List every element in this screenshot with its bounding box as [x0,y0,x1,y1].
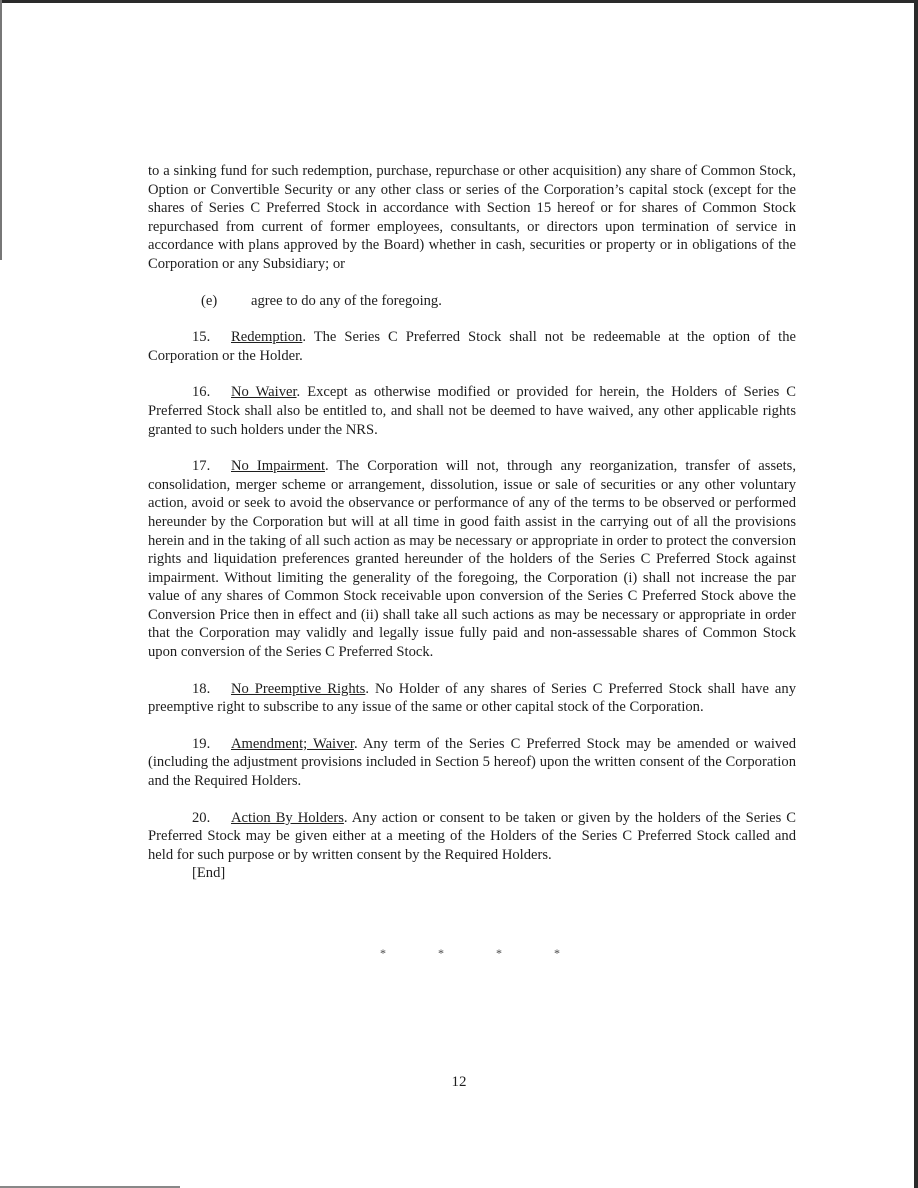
page-number: 12 [451,1074,467,1090]
section-18 [148,680,796,717]
sub-item-text: agree to do any of the foregoing. [251,292,442,309]
scan-edge-left [0,0,2,260]
scan-edge-top [0,0,918,3]
separator-star: * [438,946,444,960]
section-17 [148,457,796,662]
sub-item-marker: (e) [201,292,218,309]
section-number: 15. [192,329,211,346]
section-heading: No Waiver [231,384,297,401]
sub-item-e [148,292,796,311]
section-body: . Except as otherwise modified or provided for herein, the Holders of Series C Preferred Stock shall also be entitled to, and shall not be deemed to have waived, any other applicable rights granted to such holders under the NRS. [148,384,797,438]
section-heading: No Preemptive Rights [231,680,366,697]
document-body [148,162,796,883]
section-body: . The Series C Preferred Stock shall not be redeemable at the option of the Corporation or the Holder. [148,329,796,364]
section-separator [380,946,560,961]
section-body: . No Holder of any shares of Series C Preferred Stock shall have any preemptive right to subscribe to any issue of the same or other capital stock of the Corporation. [148,680,797,716]
section-20 [148,809,796,883]
section-body: . The Corporation will not, through any reorganization, transfer of assets, consolidation, merger scheme or arrangement, dissolution, issue or sale of securities or any other voluntary action, avoid or seek to avoid the observance or performance of any of the terms to be observed or performed hereunder by the Corporation but will at all time in good faith assist in the carrying out of all the provisions herein and in the taking of all such action as may be necessary or appropriate in order to protect the conversion rights and liquidation preferences granted hereunder of the holders of the Series C Preferred Stock against impairment. Without limiting the generality of the foregoing, the Corporation (i) shall not increase the par value of any shares of Common Stock receivable upon conversion of the Series C Preferred Stock above the Conversion Price then in effect and (ii) shall take all such actions as may be necessary or appropriate in order that the Corporation may validly and legally issue fully paid and non-assessable shares of Common Stock upon conversion of the Series C Preferred Stock. [148,458,796,661]
opening-paragraph: to a sinking fund for such redemption, purchase, repurchase or other acquisition) any share of Common Stock, Option or Convertible Security or any other class or series of the Corporation’s capital stock (except for the shares of Series C Preferred Stock in accordance with Section 15 hereof or for shares of Common Stock repurchased from current of former employees, consultants, or directors upon termination of service in accordance with plans approved by the Board) whether in cash, securities or property or in obligations of the Corporation or any Subsidiary; or [148,163,796,272]
section-number: 18. [192,680,211,697]
section-heading: Amendment; Waiver [231,735,354,752]
section-number: 17. [192,458,211,475]
separator-star: * [554,946,560,960]
end-marker: [End] [192,865,226,882]
section-heading: Redemption [231,329,303,346]
section-19 [148,735,796,791]
section-16 [148,383,796,439]
section-body: . Any term of the Series C Preferred Stock may be amended or waived (including the adjustment provisions included in Section 5 hereof) upon the written consent of the Corporation and the Required Holders. [148,735,796,790]
section-heading: No Impairment [231,458,325,475]
section-number: 19. [192,735,211,752]
section-heading: Action By Holders [231,809,344,826]
section-number: 16. [192,384,211,401]
separator-star: * [496,946,502,960]
section-body: . Any action or consent to be taken or given by the holders of the Series C Preferred Stock may be given either at a meeting of the Holders of the Series C Preferred Stock called and held for such purpose or by written consent by the Required Holders. [148,809,796,863]
separator-star: * [380,946,386,960]
scan-edge-right [914,0,918,1188]
section-number: 20. [192,809,211,826]
section-15 [148,328,796,365]
